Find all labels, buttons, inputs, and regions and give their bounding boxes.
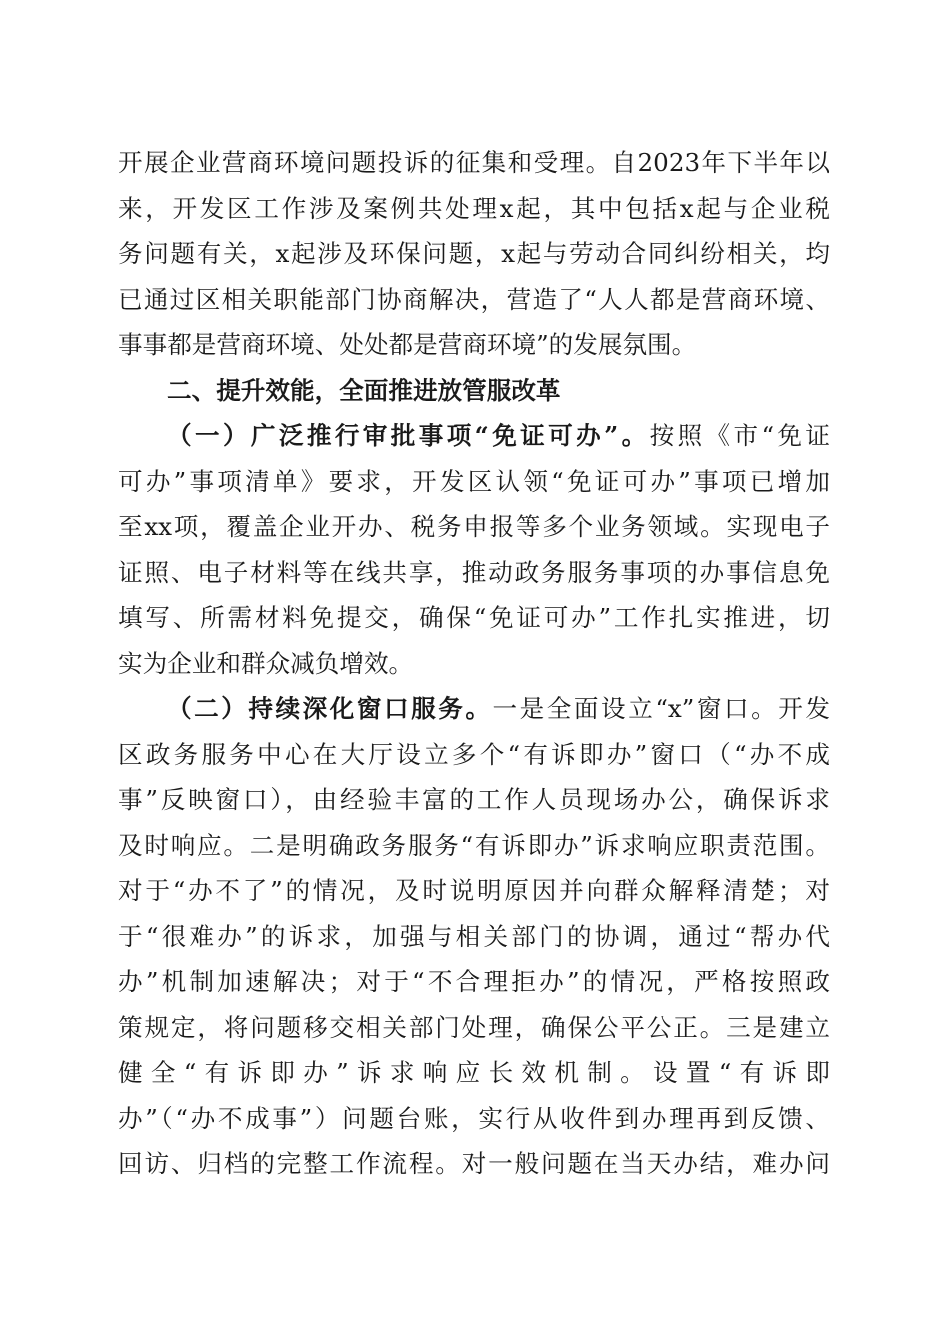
text-line: 实为企业和群众减负增效。 [118, 648, 414, 678]
text-line: 对于“办不了”的情况，及时说明原因并向群众解释清楚；对 [118, 876, 830, 905]
text-line: 健全“有诉即办”诉求响应长效机制。设置“有诉即 [118, 1058, 830, 1087]
text-line: 事”反映窗口），由经验丰富的工作人员现场办公，确保诉求 [118, 785, 830, 814]
text-line: 办”（“办不成事”）问题台账，实行从收件到办理再到反馈、 [118, 1103, 830, 1133]
paragraph-complaint-handling [118, 140, 830, 368]
text-line: 办”机制加速解决；对于“不合理拒办”的情况，严格按照政 [118, 967, 830, 996]
document-page [118, 140, 830, 1187]
text-line: 填写、所需材料免提交，确保“免证可办”工作扎实推进，切 [118, 603, 830, 632]
paragraph-lead-bold: （一）广泛推行审批事项“免证可办”。 [167, 421, 650, 450]
paragraph-lead-rest: 按照《市“免证 [649, 421, 830, 450]
paragraph-certificate-free [118, 413, 830, 686]
text-line: 至xx项，覆盖企业开办、税务申报等多个业务领域。实现电子 [118, 512, 830, 541]
paragraph-window-service [118, 686, 830, 1187]
paragraph-lead-bold: （二）持续深化窗口服务。 [167, 694, 493, 723]
text-line: 来，开发区工作涉及案例共处理x起，其中包括x起与企业税 [118, 193, 830, 223]
text-line: 开展企业营商环境问题投诉的征集和受理。自2023年下半年以 [118, 148, 830, 177]
text-line: 已通过区相关职能部门协商解决，营造了“人人都是营商环境、 [118, 284, 830, 314]
text-line: 事事都是营商环境、处处都是营商环境”的发展氛围。 [118, 330, 697, 359]
text-line: 策规定，将问题移交相关部门处理，确保公平公正。三是建立 [118, 1012, 830, 1042]
paragraph-lead-rest: 一是全面设立“x”窗口。开发 [492, 694, 830, 723]
text-line: 及时响应。二是明确政务服务“有诉即办”诉求响应职责范围。 [118, 830, 830, 860]
section-heading: 二、提升效能，全面推进放管服改革 [167, 375, 561, 405]
text-line: 务问题有关，x起涉及环保问题，x起与劳动合同纠纷相关，均 [118, 239, 830, 268]
text-line [118, 686, 830, 732]
text-line: 于“很难办”的诉求，加强与相关部门的协调，通过“帮办代 [118, 921, 830, 951]
text-line: 证照、电子材料等在线共享，推动政务服务事项的办事信息免 [118, 557, 830, 587]
text-line: 回访、归档的完整工作流程。对一般问题在当天办结，难办问 [118, 1149, 830, 1178]
text-line [118, 413, 830, 459]
text-line: 可办”事项清单》要求，开发区认领“免证可办”事项已增加 [118, 466, 830, 496]
text-line: 区政务服务中心在大厅设立多个“有诉即办”窗口（“办不成 [118, 739, 830, 769]
